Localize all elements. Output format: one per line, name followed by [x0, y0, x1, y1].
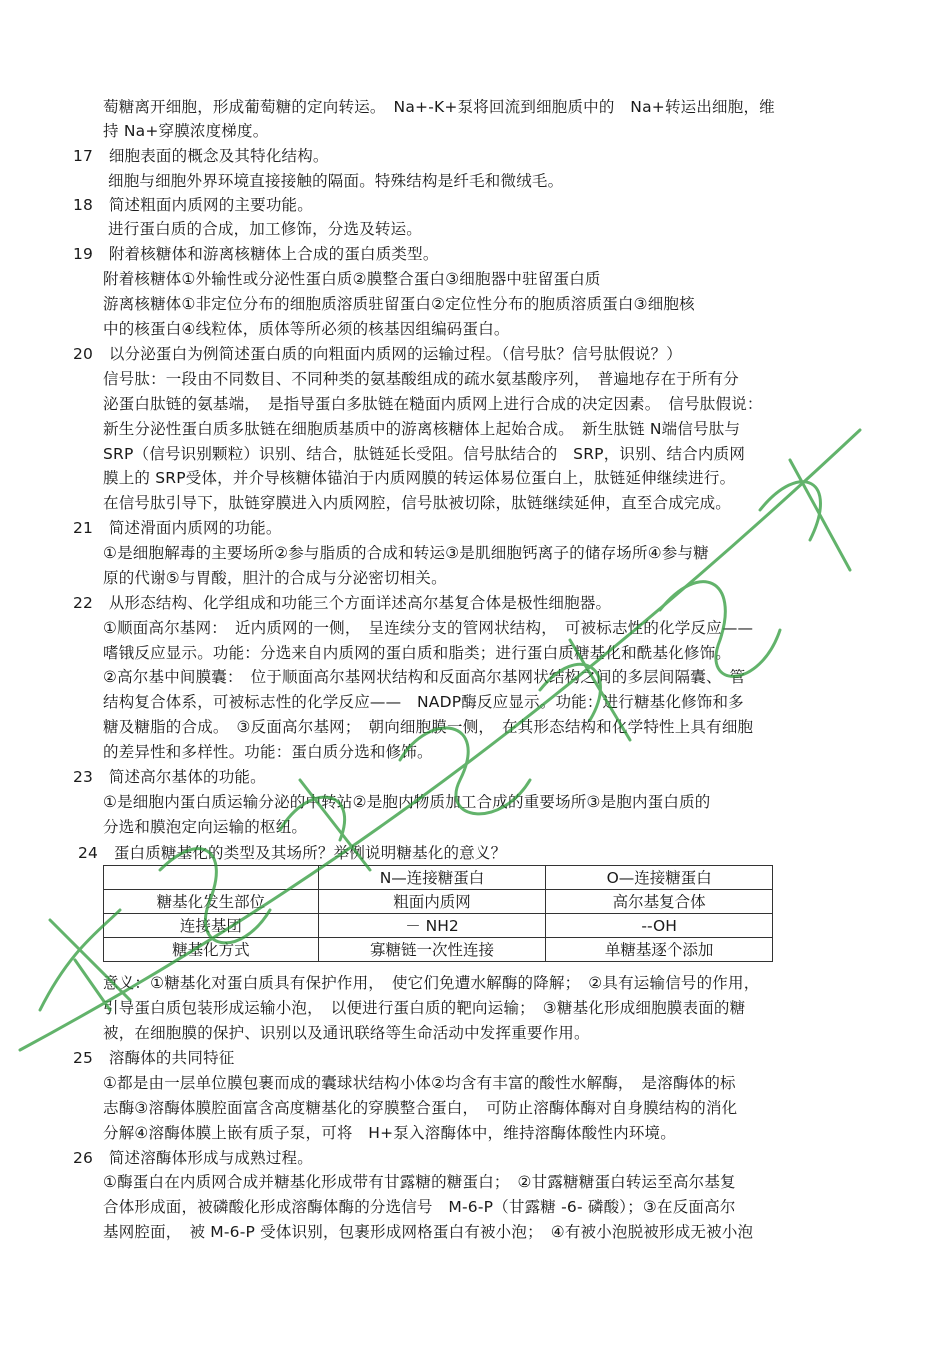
question-heading: 20 以分泌蛋白为例简述蛋白质的向粗面内质网的运输过程。（信号肽？信号肽假说？） — [73, 345, 682, 363]
question-heading: 26 简述溶酶体形成与成熟过程。 — [73, 1149, 313, 1167]
answer-line: 的差异性和多样性。功能：蛋白质分选和修饰。 — [103, 743, 433, 761]
answer-line: 糖及糖脂的合成。 ③反面高尔基网； 朝向细胞膜一侧， 在其形态结构和化学特性上具有细胞 — [103, 718, 754, 736]
answer-line: 附着核糖体①外输性或分泌性蛋白质②膜整合蛋白③细胞器中驻留蛋白质 — [103, 270, 601, 288]
answer-line: 嗜锇反应显示。功能：分选来自内质网的蛋白质和脂类；进行蛋白质糖基化和酰基化修饰。 — [103, 644, 732, 662]
answer-line: SRP（信号识别颗粒）识别、结合，肽链延长受阻。信号肽结合的 SRP，识别、结合内质网 — [103, 445, 746, 463]
text-line: 萄糖离开细胞，形成葡萄糖的定向转运。 Na+-K+泵将回流到细胞质中的 Na+转运出细胞，维 — [103, 98, 775, 116]
table-cell: 寡糖链一次性连接 — [318, 938, 546, 962]
question-heading: 21 简述滑面内质网的功能。 — [73, 519, 282, 537]
table-row — [104, 890, 773, 914]
answer-line: 泌蛋白肽链的氨基端， 是指导蛋白多肽链在糙面内质网上进行合成的决定因素。 信号肽假说： — [103, 395, 763, 413]
table-header-row — [104, 866, 773, 890]
answer-line: 结构复合体系，可被标志性的化学反应—— NADP酶反应显示。功能：进行糖基化修饰和多 — [103, 693, 744, 711]
table-cell: --OH — [546, 914, 773, 938]
answer-line: 志酶③溶酶体膜腔面富含高度糖基化的穿膜整合蛋白， 可防止溶酶体酶对自身膜结构的消化 — [103, 1099, 738, 1117]
answer-line: ①都是由一层单位膜包裹而成的囊球状结构小体②均含有丰富的酸性水解酶， 是溶酶体的标 — [103, 1074, 736, 1092]
table-cell: － NH2 — [318, 914, 546, 938]
answer-line: 引导蛋白质包装形成运输小泡， 以便进行蛋白质的靶向运输； ③糖基化形成细胞膜表面的糖 — [103, 999, 746, 1017]
answer-line: 细胞与细胞外界环境直接接触的隔面。特殊结构是纤毛和微绒毛。 — [108, 172, 564, 190]
table-cell: N—连接糖蛋白 — [318, 866, 546, 890]
answer-line: 膜上的 SRP受体，并介导核糖体锚泊于内质网膜的转运体易位蛋白上，肽链延伸继续进行。 — [103, 469, 736, 487]
answer-line: 意义：①糖基化对蛋白质具有保护作用， 使它们免遭水解酶的降解； ②具有运输信号的作用， — [103, 974, 760, 992]
answer-line: 进行蛋白质的合成，加工修饰，分选及转运。 — [108, 220, 423, 238]
answer-line: 被，在细胞膜的保护、识别以及通讯联络等生命活动中发挥重要作用。 — [103, 1024, 590, 1042]
answer-line: 基网腔面， 被 M-6-P 受体识别，包裹形成网格蛋白有被小泡； ④有被小泡脱被形成无被小泡 — [103, 1223, 754, 1241]
table-cell: 糖基化方式 — [104, 938, 319, 962]
question-heading: 18 简述粗面内质网的主要功能。 — [73, 196, 313, 214]
table-cell — [104, 866, 319, 890]
answer-line: ①是细胞解毒的主要场所②参与脂质的合成和转运③是肌细胞钙离子的储存场所④参与糖 — [103, 544, 709, 562]
glycosylation-table — [103, 865, 773, 962]
table-cell: 粗面内质网 — [318, 890, 546, 914]
table-row — [104, 914, 773, 938]
question-heading: 17 细胞表面的概念及其特化结构。 — [73, 147, 329, 165]
answer-line: ①顺面高尔基网： 近内质网的一侧， 呈连续分支的管网状结构， 可被标志性的化学反应—— — [103, 619, 754, 637]
answer-line: 游离核糖体①非定位分布的细胞质溶质驻留蛋白②定位性分布的胞质溶质蛋白③细胞核 — [103, 295, 695, 313]
answer-line: ②高尔基中间膜囊： 位于顺面高尔基网状结构和反面高尔基网状结构之间的多层间隔囊、 管 — [103, 668, 746, 686]
answer-line: 新生分泌性蛋白质多肽链在细胞质基质中的游离核糖体上起始合成。 新生肽链 N端信号肽与 — [103, 420, 741, 438]
table-cell: O—连接糖蛋白 — [546, 866, 773, 890]
table-row — [104, 938, 773, 962]
answer-line: 在信号肽引导下，肽链穿膜进入内质网腔，信号肽被切除，肽链继续延伸，直至合成完成。 — [103, 494, 732, 512]
question-heading: 19 附着核糖体和游离核糖体上合成的蛋白质类型。 — [73, 245, 439, 263]
answer-line: ①是细胞内蛋白质运输分泌的中转站②是胞内物质加工合成的重要场所③是胞内蛋白质的 — [103, 793, 711, 811]
table-cell: 连接基团 — [104, 914, 319, 938]
text-line: 持 Na+穿膜浓度梯度。 — [103, 122, 269, 140]
answer-line: 合体形成面，被磷酸化形成溶酶体酶的分选信号 M-6-P（甘露糖 -6- 磷酸）；③在反面高尔 — [103, 1198, 736, 1216]
question-heading: 24 蛋白质糖基化的类型及其场所？举例说明糖基化的意义？ — [78, 844, 507, 862]
answer-line: 信号肽：一段由不同数目、不同种类的氨基酸组成的疏水氨基酸序列， 普遍地存在于所有分 — [103, 370, 739, 388]
question-heading: 22 从形态结构、化学组成和功能三个方面详述高尔基复合体是极性细胞器。 — [73, 594, 612, 612]
table-cell: 糖基化发生部位 — [104, 890, 319, 914]
answer-line: 中的核蛋白④线粒体，质体等所必须的核基因组编码蛋白。 — [103, 320, 510, 338]
table-cell: 单糖基逐个添加 — [546, 938, 773, 962]
question-heading: 23 简述高尔基体的功能。 — [73, 768, 266, 786]
answer-line: 分选和膜泡定向运输的枢纽。 — [103, 818, 308, 836]
question-heading: 25 溶酶体的共同特征 — [73, 1049, 235, 1067]
answer-line: ①酶蛋白在内质网合成并糖基化形成带有甘露糖的糖蛋白； ②甘露糖糖蛋白转运至高尔基复 — [103, 1173, 736, 1191]
answer-line: 分解④溶酶体膜上嵌有质子泵，可将 H+泵入溶酶体中，维持溶酶体酸性内环境。 — [103, 1124, 676, 1142]
table-cell: 高尔基复合体 — [546, 890, 773, 914]
answer-line: 原的代谢⑤与胃酸，胆汁的合成与分泌密切相关。 — [103, 569, 447, 587]
